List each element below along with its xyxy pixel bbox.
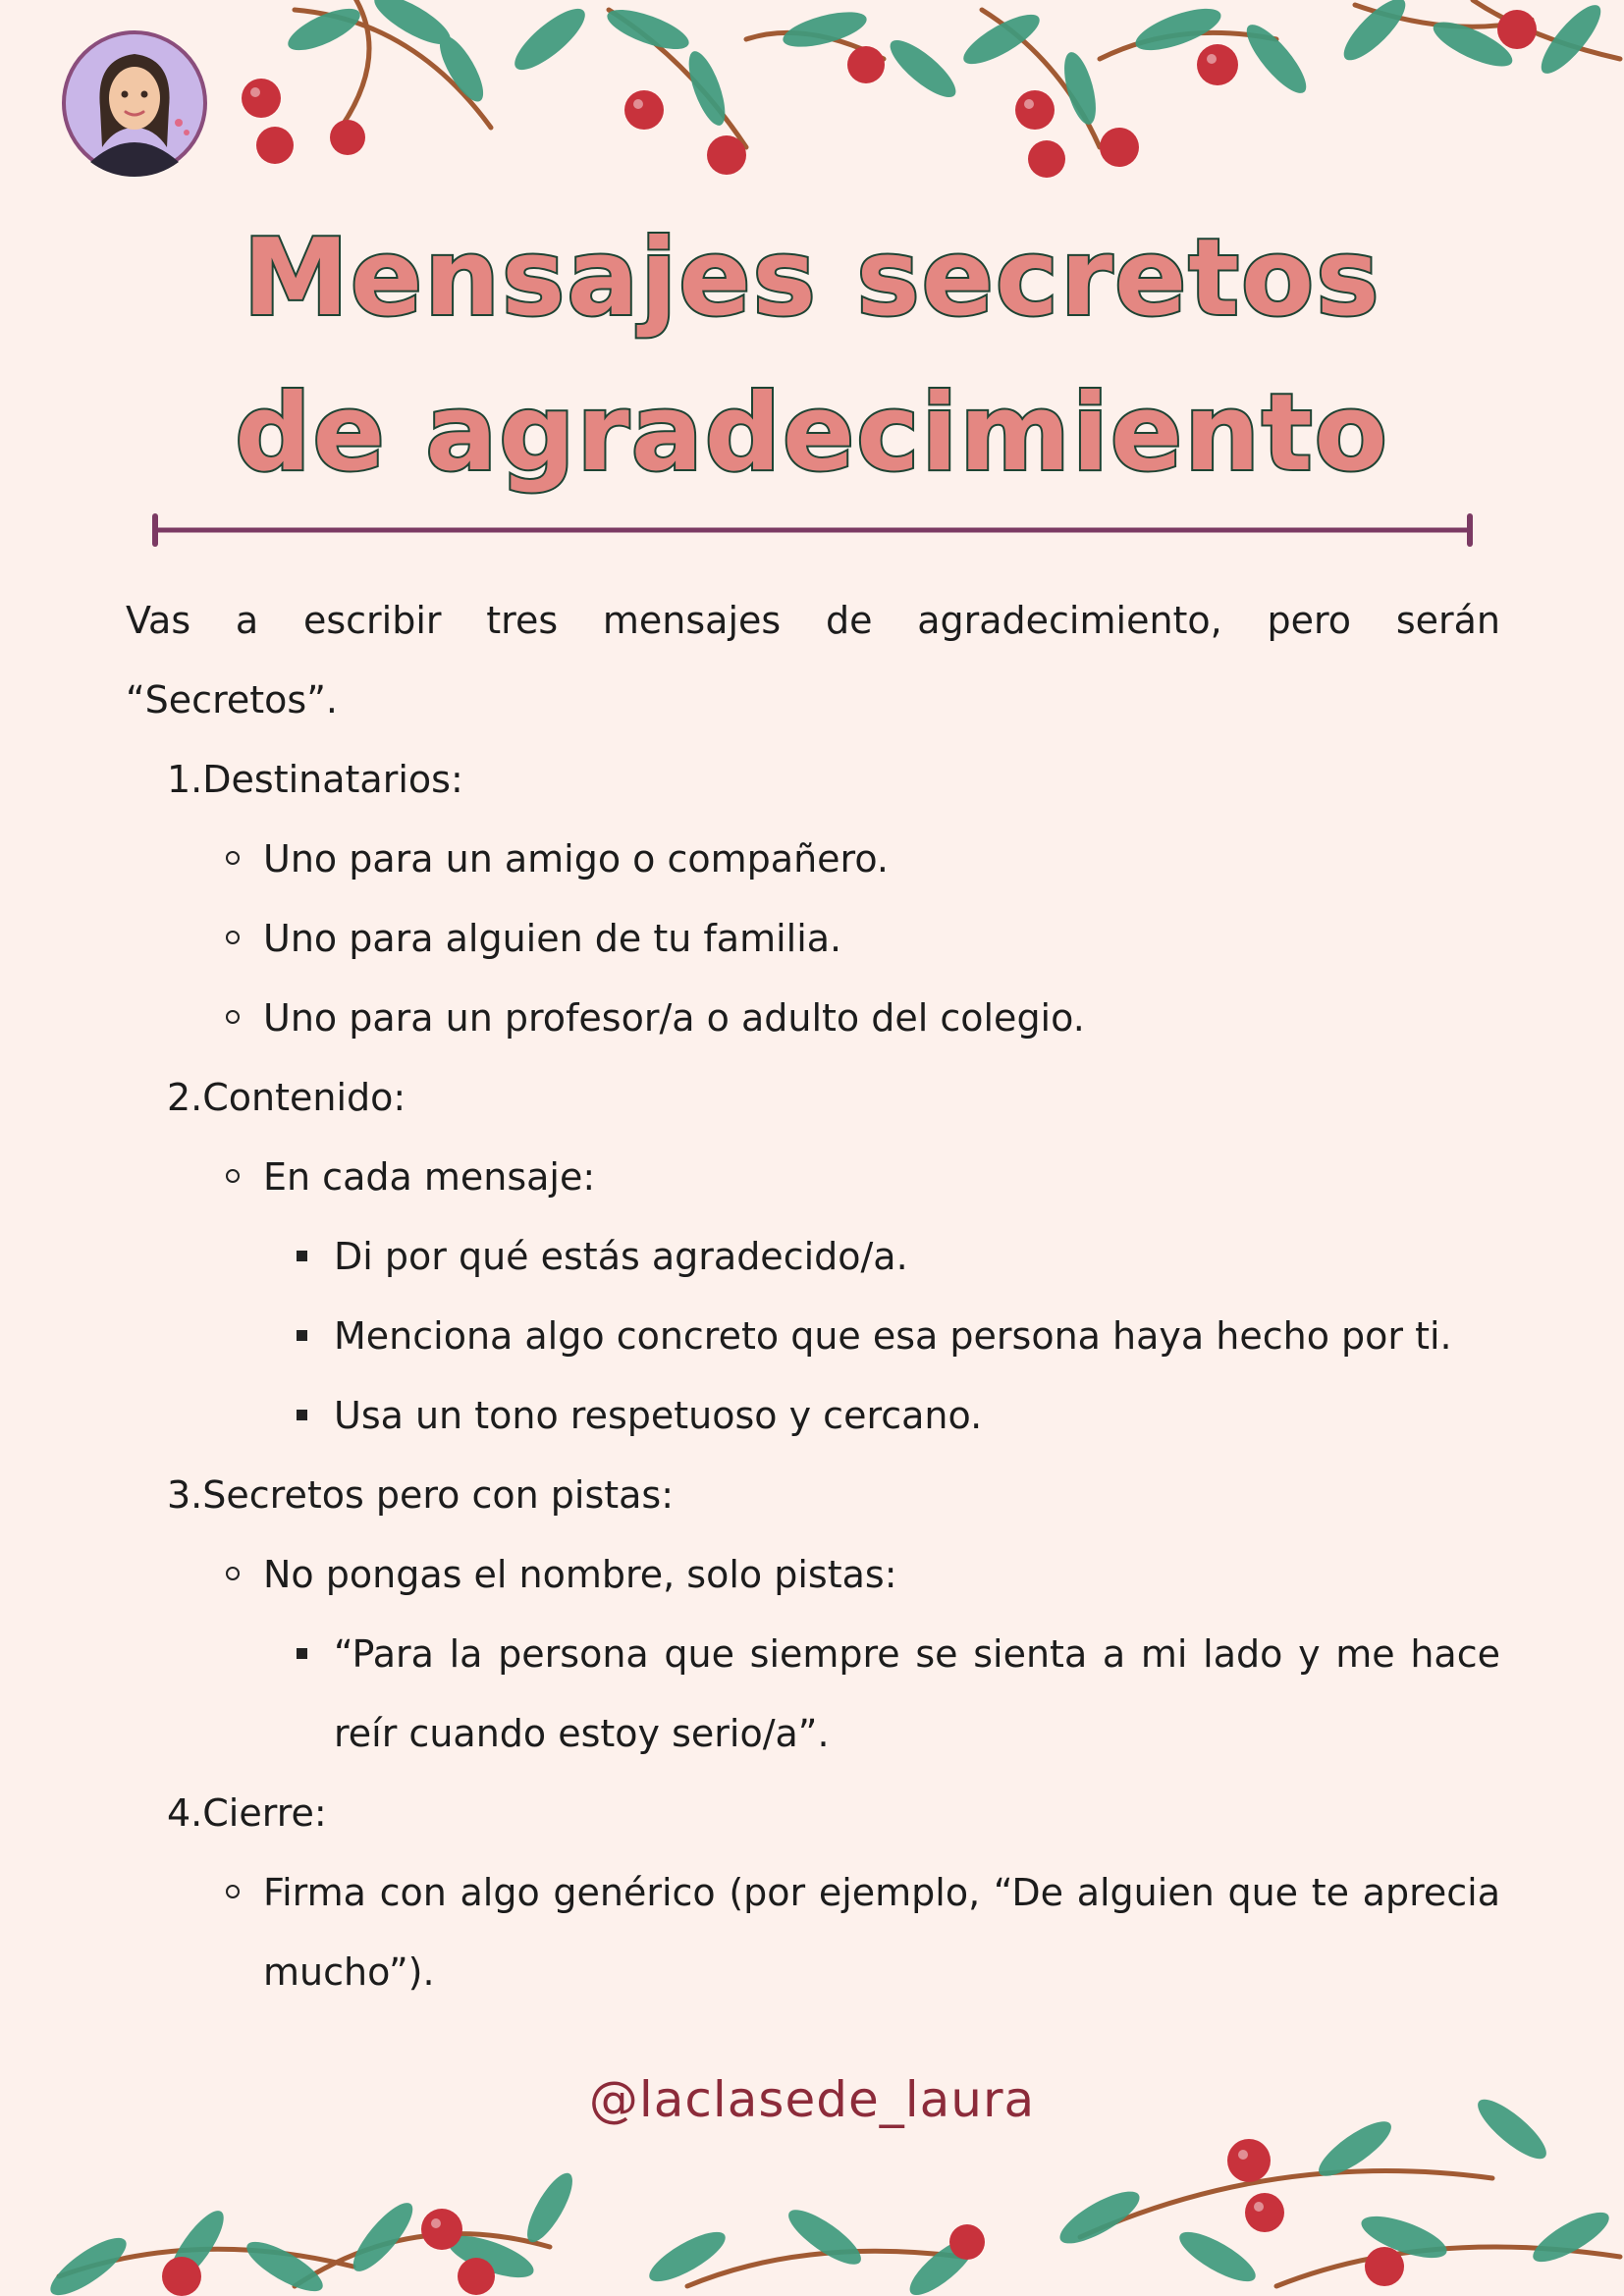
title-line-1: Mensajes secretos: [243, 217, 1381, 340]
title-divider: [147, 510, 1478, 550]
step-content: [167, 1058, 1500, 1456]
top-garland-decoration: [0, 0, 1624, 196]
step-number: 1.: [167, 758, 203, 801]
list-item: Firma con algo genérico (por ejemplo, “De alguien que te aprecia mucho”).: [126, 1853, 1500, 2012]
step-heading: Cierre:: [202, 1791, 327, 1835]
step-number: 3.: [167, 1473, 203, 1517]
step-number: 4.: [167, 1791, 203, 1835]
step-closing: [167, 1774, 1500, 2012]
bottom-garland-decoration: [0, 2090, 1624, 2296]
intro-paragraph: Vas a escribir tres mensajes de agradecimiento, pero serán “Secretos”.: [126, 599, 1500, 721]
list-item: En cada mensaje: Di por qué estás agradecido/a. Menciona algo concreto que esa persona haya hecho por ti. Usa un tono respetuoso y cercano.: [126, 1138, 1500, 1456]
sub-list-item: Usa un tono respetuoso y cercano.: [126, 1376, 1500, 1456]
list-item: Uno para un amigo o compañero.: [126, 820, 1500, 899]
step-heading: Secretos pero con pistas:: [202, 1473, 675, 1517]
step-heading: Contenido:: [202, 1076, 406, 1119]
sub-list-item: “Para la persona que siempre se sienta a mi lado y me hace reír cuando estoy serio/a”.: [126, 1615, 1500, 1774]
instructions: [126, 581, 1500, 2012]
step-number: 2.: [167, 1076, 203, 1119]
list-item: Uno para un profesor/a o adulto del colegio.: [126, 979, 1500, 1058]
step-clues: [167, 1456, 1500, 1774]
step-heading: Destinatarios:: [202, 758, 463, 801]
footer-handle: @laclasede_laura: [588, 2071, 1036, 2128]
avatar-icon: [61, 29, 208, 177]
list-item: No pongas el nombre, solo pistas: “Para la persona que siempre se sienta a mi lado y me hace reír cuando estoy serio/a”.: [126, 1535, 1500, 1774]
sub-list-item: Di por qué estás agradecido/a.: [126, 1217, 1500, 1297]
page-title: [0, 201, 1624, 511]
steps-list: [126, 740, 1500, 2012]
list-item: Uno para alguien de tu familia.: [126, 899, 1500, 979]
step-recipients: [167, 740, 1500, 1058]
title-line-2: de agradecimiento: [235, 372, 1389, 495]
sub-list-item: Menciona algo concreto que esa persona haya hecho por ti.: [126, 1297, 1500, 1376]
